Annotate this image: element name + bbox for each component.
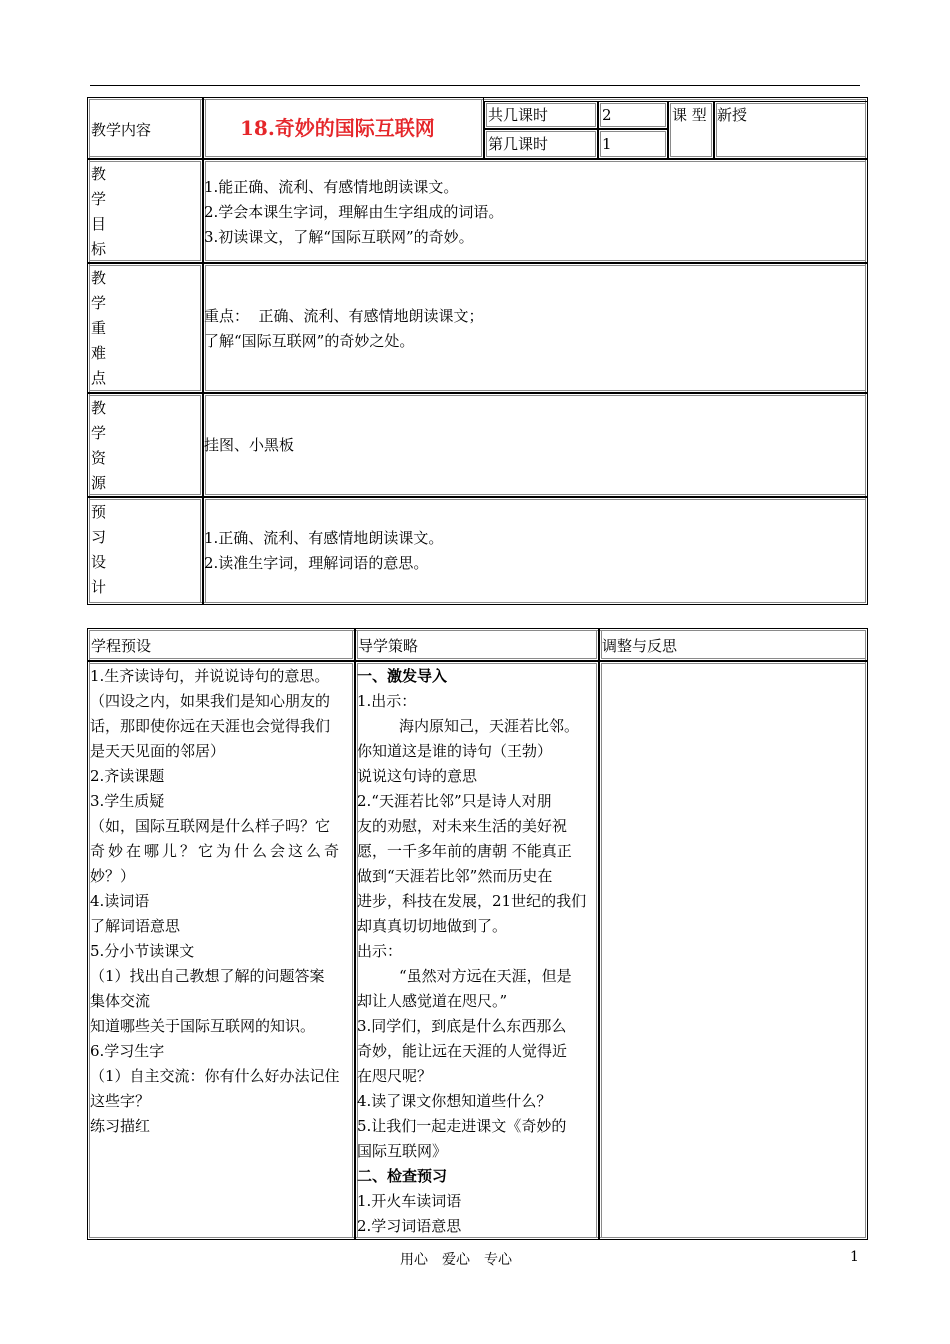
header-rule bbox=[90, 85, 860, 86]
footer-motto: 用心 爱心 专心 bbox=[400, 1252, 512, 1268]
page-number: 1 bbox=[850, 1249, 859, 1265]
teaching-strategy-text: 一、激发导入 1.出示： 海内原知己，天涯若比邻。 你知道这是谁的诗句（王勃） 说说这句诗的意思 2.“天涯若比邻”只是诗人对朋 友的劝慰，对未来生活的美好祝 愿，一千多年前的唐朝 不能真正 做到“天涯若比邻”然而历史在 进步，科技在发展，21世纪的我们 却真真切切地做到了。 出示： “虽然对方远在天涯，但是 却让人感觉道在咫尺。” 3.同学们，到底是什么东西那么 奇妙，能让远在天涯的人觉得近 在咫尺呢？ 4.读了课文你想知道些什么？ 5.让我们一起走进课文《奇妙的 国际互联网》 二、检查预习 1.开火车读词语 2.学习词语意思 bbox=[357, 667, 587, 1235]
resources-label: 教 学 资 源 bbox=[91, 399, 107, 492]
col3-body-cell bbox=[599, 661, 868, 1240]
keypoints-content: 重点： 正确、流利、有感情地朗读课文； 了解“国际互联网”的奇妙之处。 bbox=[204, 307, 484, 350]
col2-header: 导学策略 bbox=[358, 637, 419, 655]
preview-label: 预 习 设 计 bbox=[91, 503, 107, 596]
preview-content: 1.正确、流利、有感情地朗读课文。 2.读准生字词，理解词语的意思。 bbox=[204, 529, 444, 572]
student-process-text: 1.生齐读诗句，并说说诗句的意思。 （四设之内，如果我们是知心朋友的 话，那即使你远在天涯也会觉得我们 是天天见面的邻居） 2.齐读课题 3.学生质疑 （如，国际互联网是什么样子吗？它 奇妙在哪儿？它为什么会这么奇 妙？） 4.读词语 了解词语意思 5.分小节读课文 （1）找出自己教想了解的问题答案 集体交流 知道哪些关于国际互联网的知识。 6.学习生字 （1）自主交流：你有什么好办法记住 这些字？ 练习描红 bbox=[90, 667, 343, 1135]
content-label: 教学内容 bbox=[91, 121, 152, 139]
period-no-value: 1 bbox=[602, 135, 612, 153]
keypoints-label: 教 学 重 难 点 bbox=[91, 269, 107, 387]
total-periods-value: 2 bbox=[602, 106, 612, 124]
lesson-title: 18.奇妙的国际互联网 bbox=[240, 116, 435, 140]
objectives-content: 1.能正确、流利、有感情地朗读课文。 2.学会本课生字词，理解由生字组成的词语。 3.初读课文，了解“国际互联网”的奇妙。 bbox=[204, 178, 504, 246]
lesson-type-label: 课 型 bbox=[672, 106, 707, 124]
resources-content: 挂图、小黑板 bbox=[204, 436, 295, 454]
col3-header: 调整与反思 bbox=[602, 637, 678, 655]
lesson-type-value: 新授 bbox=[717, 106, 748, 124]
col1-header: 学程预设 bbox=[91, 637, 152, 655]
period-no-label: 第几课时 bbox=[488, 135, 549, 153]
objectives-label: 教 学 目 标 bbox=[91, 165, 107, 258]
total-periods-label: 共几课时 bbox=[488, 106, 549, 124]
resources-content-cell bbox=[203, 393, 868, 497]
